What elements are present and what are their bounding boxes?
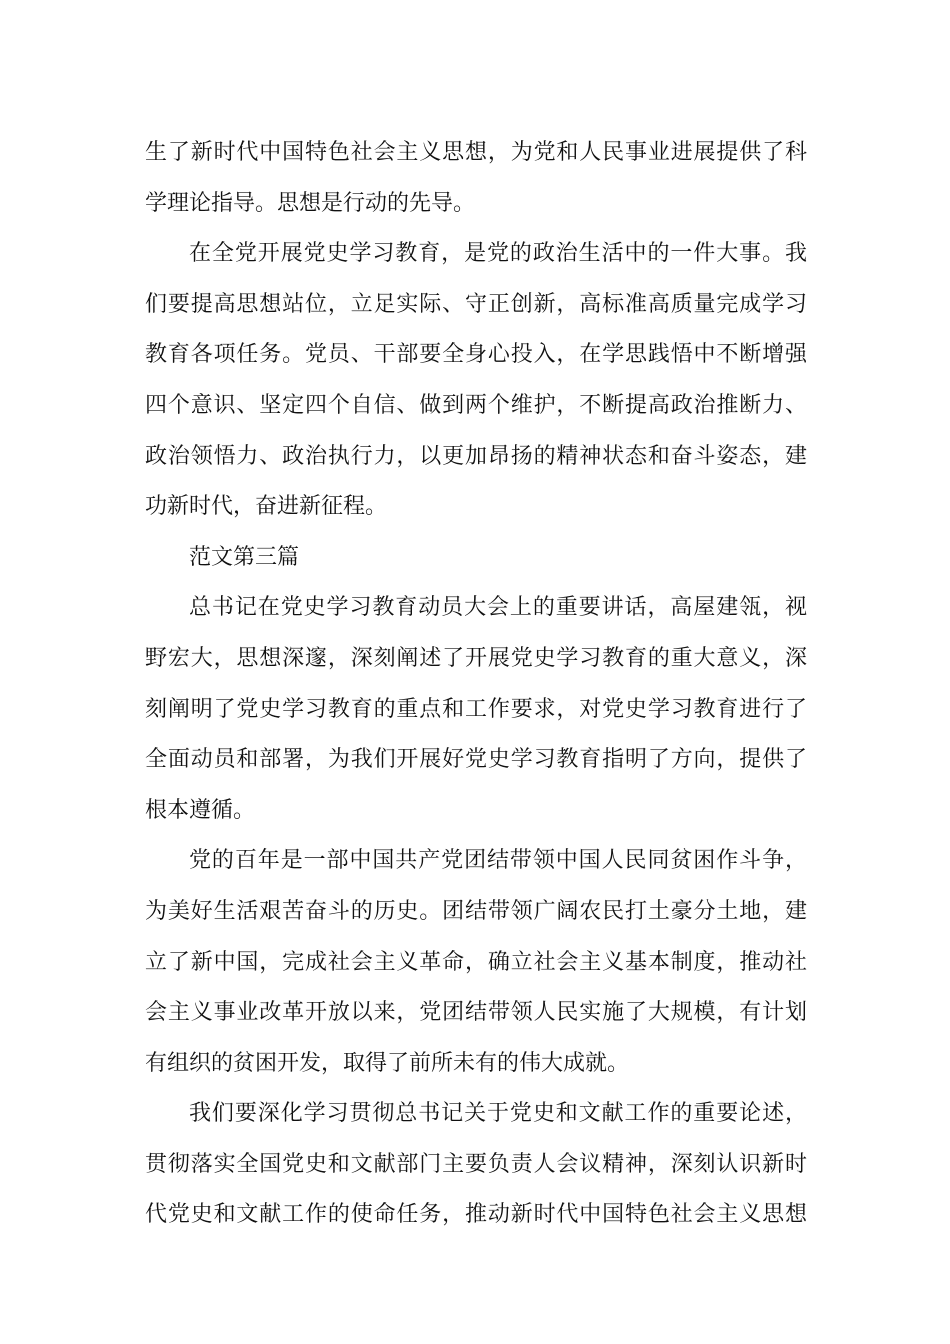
text-line: 学理论指导。思想是行动的先导。 [145,190,476,216]
document-body [145,128,807,1241]
text-line: 们要提高思想站位，立足实际、守正创新，高标准高质量完成学习 [145,291,807,317]
text-line: 刻阐明了党史学习教育的重点和工作要求，对党史学习教育进行了 [145,696,807,722]
section-heading: 范文第三篇 [189,544,300,570]
text-line: 代党史和文献工作的使命任务，推动新时代中国特色社会主义思想 [145,1202,807,1228]
text-line: 贯彻落实全国党史和文献部门主要负责人会议精神，深刻认识新时 [145,1151,807,1177]
paragraph-first-line: 我们要深化学习贯彻总书记关于党史和文献工作的重要论述， [189,1101,807,1127]
text-line: 四个意识、坚定四个自信、做到两个维护，不断提高政治推断力、 [145,392,807,418]
text-line: 野宏大，思想深邃，深刻阐述了开展党史学习教育的重大意义，深 [145,645,807,671]
text-line: 教育各项任务。党员、干部要全身心投入，在学思践悟中不断增强 [145,342,807,368]
text-line: 全面动员和部署，为我们开展好党史学习教育指明了方向，提供了 [145,747,807,773]
text-line: 根本遵循。 [145,797,256,823]
text-line: 政治领悟力、政治执行力，以更加昂扬的精神状态和奋斗姿态，建 [145,443,807,469]
text-line: 功新时代，奋进新征程。 [145,494,388,520]
text-line: 立了新中国，完成社会主义革命，确立社会主义基本制度，推动社 [145,949,807,975]
paragraph-first-line: 在全党开展党史学习教育，是党的政治生活中的一件大事。我 [189,241,807,267]
paragraph-first-line: 总书记在党史学习教育动员大会上的重要讲话，高屋建瓴，视 [189,595,807,621]
text-line: 会主义事业改革开放以来，党团结带领人民实施了大规模，有计划 [145,1000,807,1026]
paragraph-first-line: 党的百年是一部中国共产党团结带领中国人民同贫困作斗争， [189,848,807,874]
text-line: 生了新时代中国特色社会主义思想，为党和人民事业进展提供了科 [145,140,807,165]
text-line: 有组织的贫困开发，取得了前所未有的伟大成就。 [145,1050,630,1076]
text-line: 为美好生活艰苦奋斗的历史。团结带领广阔农民打土豪分土地，建 [145,898,807,924]
